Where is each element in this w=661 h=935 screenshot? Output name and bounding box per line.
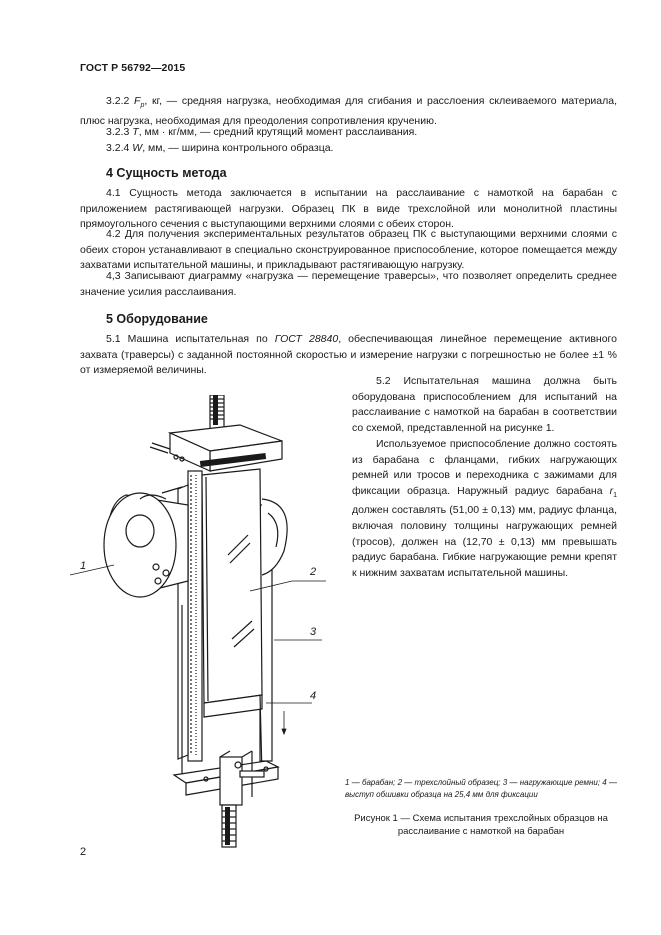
figure-legend: 1 — барабан; 2 — трехслойный образец; 3 — нагружающие ремни; 4 — выступ обшивки образца на 25,4 мм для фиксации [345,778,617,799]
document-header: ГОСТ Р 56792—2015 [80,62,186,74]
upper-clamp-block [150,425,282,471]
figure-caption: Рисунок 1 — Схема испытания трехслойных образцов на расслаивание с намоткой на барабан [354,813,608,837]
paragraph-3-2-3: 3.2.3 T, мм · кг/мм, — средний крутящий момент расслаивания. [106,126,418,138]
paragraph-4-3: 4,3 Записывают диаграмму «нагрузка — перемещение траверсы», что позволяет определить среднее значение усилия расслаивания. [80,270,617,298]
section-4-heading: 4 Сущность метода [106,166,227,180]
right-flange [262,499,287,575]
var-F: F [134,95,141,107]
figure-label-1: 1 [80,560,87,572]
var-r: r [609,484,614,497]
var-W: W [132,142,143,154]
subscript-1: 1 [613,491,617,499]
top-threaded-rod [210,395,224,429]
figure-label-3: 3 [310,626,317,638]
figure-label-4: 4 [310,690,317,702]
paragraph-3-2-4: 3.2.4 W, мм, — ширина контрольного образца. [106,142,334,154]
paragraph-5-1: 5.1 Машина испытательная по ГОСТ 28840, обеспечивающая линейное перемещение активного захвата (траверсы) с заданной постоянной скоростью и измерение нагрузки с погрешностью не более ±1 % от измеряемой величины. [80,333,617,377]
paragraph-4-1: 4.1 Сущность метода заключается в испытании на расслаивание с намоткой на барабан с приложением растягивающей нагрузки. Образец ПК в виде трехслойной или монолитной пластины прямоугольного сечения с выступающими верхними слоями с обеих сторон. [80,187,617,231]
bottom-threaded-rod [222,805,236,847]
var-T: T [132,126,139,138]
paragraph-5-2-continued: Используемое приспособление должно состоять из барабана с фланцами, гибких нагружающих ремней или тросов и переходника с зажимами для фиксации образца. Наружный радиус барабана $r_1$ должен составлять (51,00 ± 0,13) мм, радиус фланца, включая половину толщины нагружающих ремней (тросов), должен на (12,70 ± 0,13) мм превышать радиус барабана. Гибкие нагружающие ремни крепят к нижним захватам испытательной машины. [352,438,617,579]
sandwich-specimen [202,469,262,703]
figure-1-drawing [70,395,330,850]
section-5-heading: 5 Оборудование [106,312,208,326]
paragraph-3-2-2: 3.2.2 $F_p$, кг, — средняя нагрузка, необходимая для сгибания и расслоения склеиваемого материала, плюс нагрузка, необходимая для преодоления сопротивления кручению. [80,95,617,127]
subscript-p: p [140,102,145,110]
paragraph-4-2: 4.2 Для получения экспериментальных результатов образец ПК с выступающими верхними слоями с обеих сторон устанавливают в специально сконструированное приспособление, которое помещается между захватами испытательной машины, и прикладывают растягивающую нагрузку. [80,228,617,272]
figure-label-2: 2 [310,566,317,578]
reference-gost-28840[interactable]: ГОСТ 28840 [274,333,339,345]
page-number: 2 [80,846,87,858]
drum-with-flange [104,487,188,597]
paragraph-5-2: 5.2 Испытательная машина должна быть оборудована приспособлением для испытаний на расслаивание с намоткой на барабан в соответствии со схемой, представленной на рисунке 1. [352,375,617,434]
